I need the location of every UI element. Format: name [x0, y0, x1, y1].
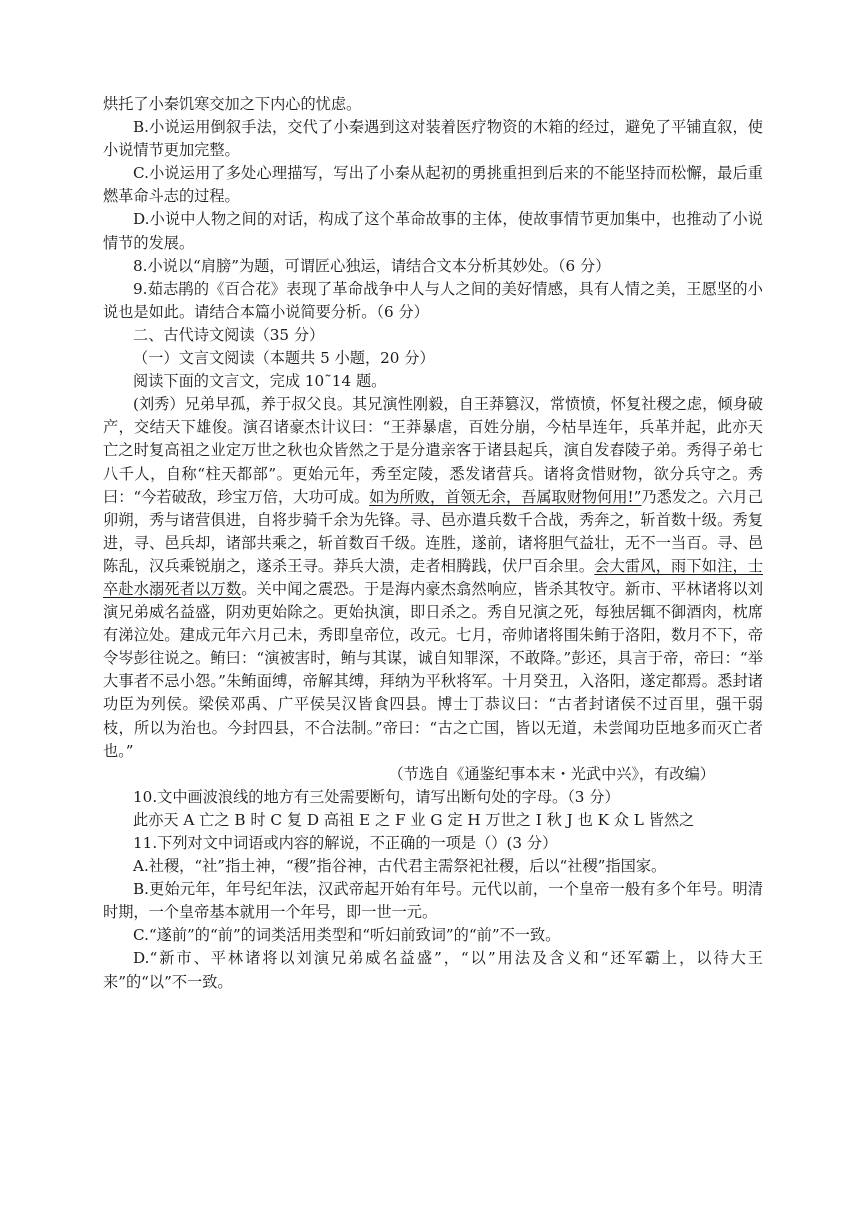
continued-line: 烘托了小秦饥寒交加之下内心的忧虑。: [103, 95, 362, 113]
exam-page: [103, 93, 763, 994]
subsection-heading: （一）文言文阅读（本题共 5 小题，20 分）: [133, 349, 435, 368]
option-11a: A.社稷，“社”指土神，“稷”指谷神，古代君主需祭祀社稷，后以“社稷”指国家。: [133, 857, 667, 876]
option-7d: D.小说中人物之间的对话，构成了这个革命故事的主体，使故事情节更加集中，也推动了小说情节的发展。: [103, 210, 763, 252]
option-7c: C.小说运用了多处心理描写，写出了小秦从起初的勇挑重担到后来的不能坚持而松懈，最后重燃革命斗志的过程。: [103, 164, 763, 206]
option-7b: B.小说运用倒叙手法，交代了小秦遇到这对装着医疗物资的木箱的经过，避免了平铺直叙，使小说情节更加完整。: [103, 118, 763, 160]
question-10: 10.文中画波浪线的地方有三处需要断句，请写出断句处的字母。（3 分）: [133, 787, 620, 806]
underlined-sentence-2: 会大雷风，雨下如注，士卒赴水溺死者以万数: [103, 556, 764, 598]
question-10-options: 此亦天 A 亡之 B 时 C 复 D 高祖 E 之 F 业 G 定 H 万世之 I 秋 J 也 K 众 L 皆然之: [133, 810, 695, 829]
question-9: 9.茹志鹃的《百合花》表现了革命战争中人与人之间的美好情感，具有人情之美，王愿坚的小说也是如此。请结合本篇小说简要分析。（6 分）: [103, 279, 763, 321]
option-11d: D.“新市、平林诸将以刘演兄弟威名益盛”，“以”用法及含义和“还军霸上，以待大王来”的“以”不一致。: [103, 949, 763, 991]
passage-part-1: (刘秀）兄弟早孤，养于叔父良。其兄演性刚毅，自王莽篡汉，常愤愤，怀复社稷之虑，倾身破产，交结天下雄俊。演召诸豪杰计议曰：“王莽暴虐，百姓分崩，今枯旱连年，兵革并起，此亦天亡之时复高祖之业定万世之秋也众皆然之于是分遣亲客于诸县起兵，演自发舂陵子弟。秀得子弟七八千人，自称“柱天都部”。更始元年，秀至定陵，悉发诸营兵。诸将贪惜财物，欲分兵守之。秀曰：“今若破敌，珍宝万倍，大功可成。: [103, 395, 763, 506]
section-heading: 二、古代诗文阅读（35 分）: [133, 325, 325, 344]
question-8: 8.小说以“肩膀”为题，可谓匠心独运，请结合文本分析其妙处。（6 分）: [133, 256, 611, 275]
passage-part-3: 。关中闻之震恐。于是海内豪杰翕然响应，皆杀其牧守。新市、平林诸将以刘演兄弟威名益盛，阴劝更始除之。更始执演，即日杀之。秀自兄演之死，每独居辄不御酒肉，枕席有涕泣处。建成元年六月己未，秀即皇帝位，改元。七月，帝帅诸将围朱鲔于洛阳，数月不下，帝令岑彭往说之。鲔曰：“演被害时，鲔与其谋，诚自知罪深，不敢降。”彭还，具言于帝，帝曰：“举大事者不忌小怨。”朱鲔面缚，帝解其缚，拜纳为平秋将军。十月癸丑，入洛阳，遂定都焉。悉封诸功臣为列侯。梁侯邓禹、广平侯吴汉皆食四县。博士丁恭议曰：“古者封诸侯不过百里，强干弱枝，所以为治也。今封四县，不合法制。”帝曰：“古之亡国，皆以无道，未尝闻功臣地多而灭亡者也。”: [103, 579, 764, 760]
classical-passage: [103, 393, 763, 763]
passage-part-2: 乃悉发之。六月己卯朔，秀与诸营俱进，自将步骑千余为先锋。寻、邑亦遣兵数千合战，秀奔之，斩首数十级。秀复进，寻、邑兵却，诸部共乘之，斩首数百千级。连胜，遂前，诸将胆气益壮，无不一当百。寻、邑陈乱，汉兵乘锐崩之，遂杀王寻。莽兵大溃，走者相腾践，伏尸百余里。: [103, 487, 763, 575]
passage-source: （节选自《通鉴纪事本末・光武中兴》，有改编）: [388, 764, 715, 783]
reading-instruction: 阅读下面的文言文，完成 10˜14 题。: [133, 372, 387, 391]
option-11c: C.“遂前”的“前”的词类活用类型和“听妇前致词”的“前”不一致。: [133, 926, 561, 945]
question-11: 11.下列对文中词语或内容的解说，不正确的一项是（）(3 分）: [133, 834, 558, 852]
option-11b: B.更始元年，年号纪年法，汉武帝起开始有年号。元代以前，一个皇帝一般有多个年号。明清时期，一个皇帝基本就用一个年号，即一世一元。: [103, 880, 763, 922]
underlined-sentence-1: 如为所败，首领无余，吾属取财物何用!”: [369, 487, 642, 506]
